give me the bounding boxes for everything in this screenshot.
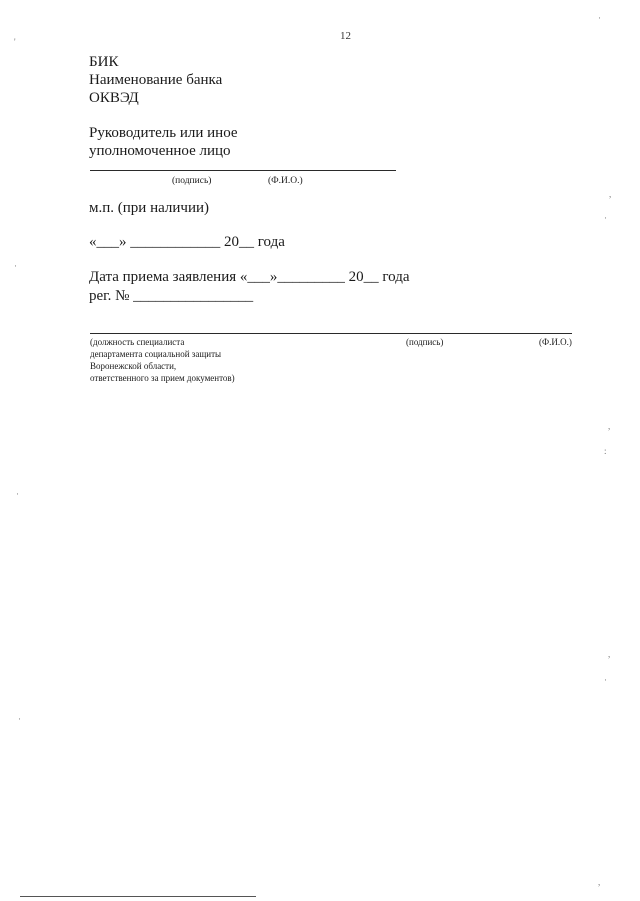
specialist-position-line2: департамента социальной защиты <box>90 349 222 359</box>
specialist-signature-line <box>90 333 572 334</box>
bank-name-label: Наименование банка <box>89 72 223 88</box>
scan-speck: · <box>18 714 21 724</box>
specialist-position-line1: (должность специалиста <box>90 337 185 347</box>
specialist-position-line4: ответственного за прием документов) <box>90 373 235 383</box>
okved-label: ОКВЭД <box>89 90 139 106</box>
specialist-position-line3: Воронежской области, <box>90 361 177 371</box>
specialist-fio-caption: (Ф.И.О.) <box>539 337 572 347</box>
scan-speck: · <box>604 213 607 223</box>
scan-speck: , <box>609 189 612 199</box>
receipt-date-line: Дата приема заявления «___»_________ 20__ года <box>89 269 410 285</box>
scan-bottom-edge <box>20 896 256 897</box>
head-title-line1: Руководитель или иное <box>89 125 238 141</box>
registration-number-line: рег. № ________________ <box>89 288 254 304</box>
head-signature-caption: (подпись) <box>172 176 212 186</box>
scan-speck: , <box>598 877 601 887</box>
date-line: «___» ____________ 20__ года <box>89 234 285 250</box>
head-signature-line <box>90 170 396 171</box>
bik-label: БИК <box>89 54 119 70</box>
scan-speck: , <box>608 421 611 431</box>
page-number: 12 <box>340 30 351 42</box>
stamp-label: м.п. (при наличии) <box>89 200 209 216</box>
scan-speck: · <box>14 261 17 271</box>
specialist-signature-caption: (подпись) <box>406 337 444 347</box>
scan-speck: · <box>16 489 19 499</box>
scan-speck: · <box>604 675 607 685</box>
scan-speck: , <box>608 649 611 659</box>
head-title-line2: уполномоченное лицо <box>89 143 231 159</box>
head-fio-caption: (Ф.И.О.) <box>268 176 303 186</box>
scan-speck: : <box>604 446 607 456</box>
scan-speck: ' <box>14 37 16 47</box>
scan-speck: · <box>598 13 601 23</box>
